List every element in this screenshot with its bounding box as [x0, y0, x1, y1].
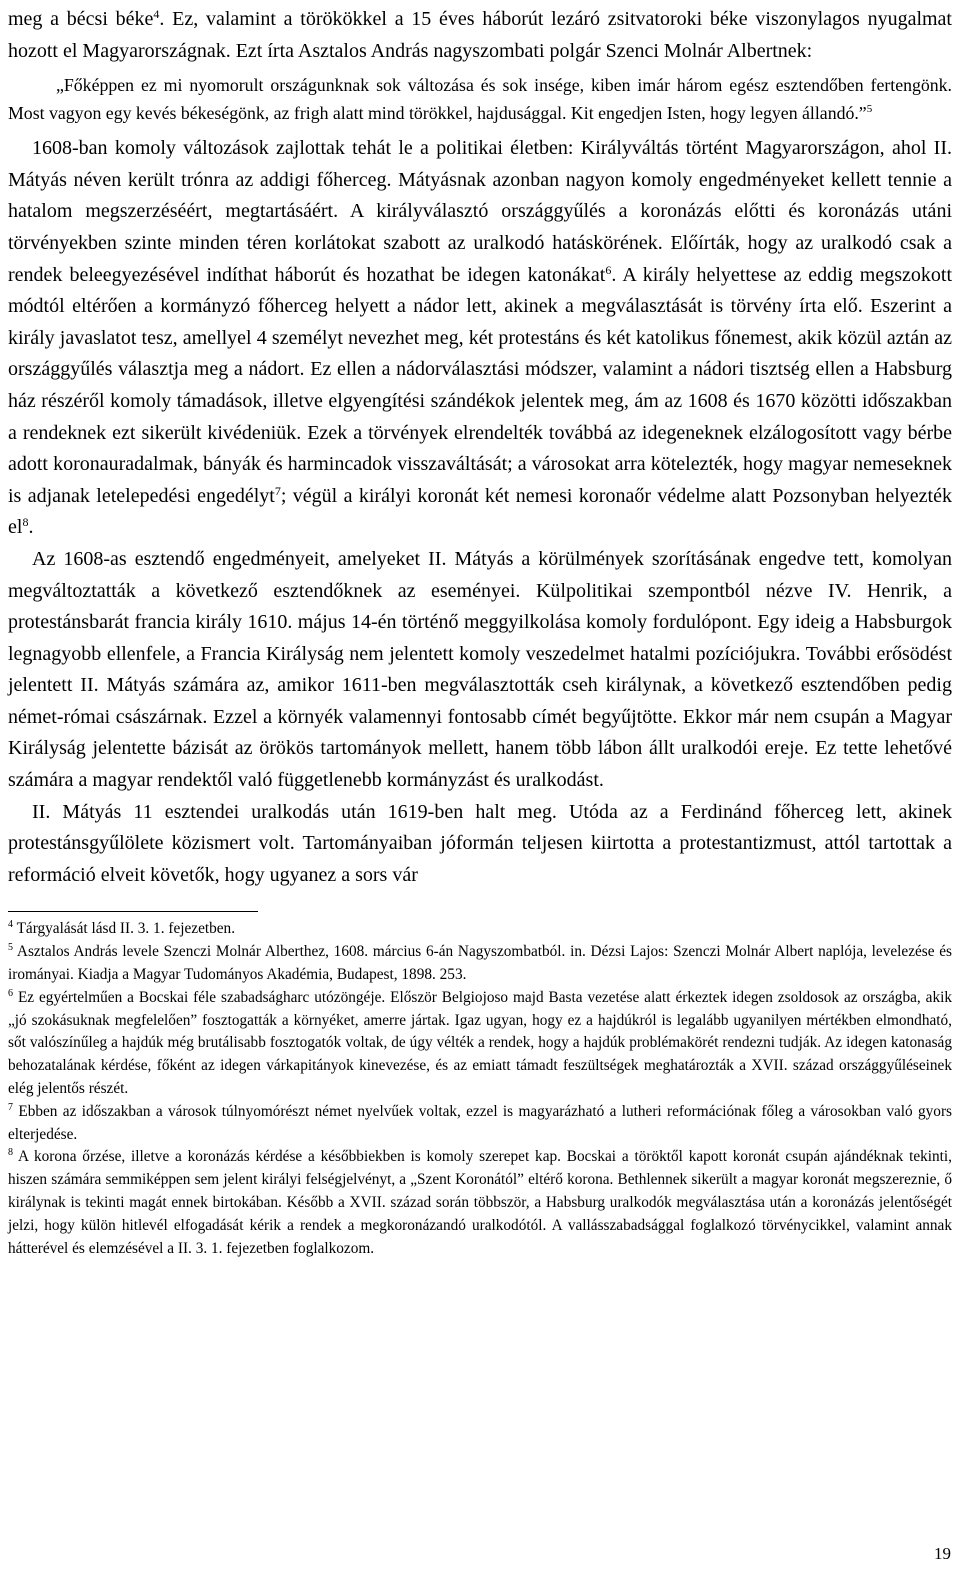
paragraph-matyas-death: II. Mátyás 11 esztendei uralkodás után 1619-ben halt meg. Utóda az a Ferdinánd főherceg lett, akinek protestánsgyűlölete közismert volt. Tartományaiban jóformán teljesen kiirtotta a protestantizmust, attól tartottak a reformáció elveit követők, hogy ugyanez a sors vár [8, 800, 952, 886]
quote-text: „Főképpen ez mi nyomorult országunknak sok változása és sok insége, kiben imár három egész esztendőben fertengönk. Most vagyon egy kevés békeségönk, az frigh alatt mind törökkel, hajdusággal. Kit engedjen Isten, hogy legyen állandó.” [8, 75, 952, 124]
footnote-text: Asztalos András levele Szenczi Molnár Alberthez, 1608. március 6-án Nagyszombatból. in. Dézsi Lajos: Szenczi Molnár Albert naplója, levelezése és irományai. Kiadja a Magyar Tudományos Akadémia, Budapest, 1898. 253. [8, 943, 952, 984]
footnote-7 [8, 1101, 952, 1147]
footnote-number: 7 [8, 1101, 13, 1113]
text-run: 1608-ban komoly változások zajlottak tehát le a politikai életben: Királyváltás történt Magyarországon, ahol II. Mátyás néven került trónra az addigi főherceg. Mátyásnak azonban nagyon komoly engedményeket kellett tennie a hatalom megszerzéséért, megtartásáért. A királyválasztó országgyűlés a koronázás előtti és koronázás utáni törvényekben szinte minden téren korlátokat szabott az uralkodó hatáskörének. Előírták, hogy az uralkodó csak a rendek beleegyezésével indíthat háborút és hozathat be idegen katonákat [8, 137, 952, 286]
text-run: . Ez, valamint a törökökkel a 15 éves háborút lezáró zsitvatoroki béke viszonylagos nyugalmat hozott el Magyarországnak. Ezt írta Asztalos András nagyszombati polgár Szenci Molnár Albertnek: [8, 8, 952, 62]
paragraph-1608 [8, 133, 952, 544]
footnote-number: 6 [8, 987, 13, 999]
footnotes [8, 918, 952, 1260]
footnote-number: 8 [8, 1147, 13, 1159]
paragraph-intro [8, 4, 952, 67]
footnote-6 [8, 987, 952, 1101]
footnote-8 [8, 1146, 952, 1260]
footnote-text: Ez egyértelműen a Bocskai féle szabadságharc utózöngéje. Először Belgiojoso majd Basta vezetése alatt érkeztek idegen zsoldosok az országba, akik „jó szokásuknak megfelelően” fosztogatták a környéket, amerre jártak. Igaz ugyan, hogy ez a hajdúkról is legalább ugyanilyen mértékben elmondható, sőt valószínűleg a hajdúk még brutálisabb fosztogatók voltak, de úgy vélték a rendek, hogy a hajdúk problémakörét rendezni tudják. Az idegen katonaság behozatalának kérdése, főként az idegen várkapitányok kinevezése, és az emiatt támadt feszültségek meghatározták a XVII. század országgyűléseinek elég jelentős részét. [8, 988, 952, 1098]
footnote-ref-7[interactable]: 7 [274, 483, 281, 498]
text-run: . A király helyettese az eddig megszokott módtól eltérően a kormányzó főherceg helyett a nádor lett, akinek a megválasztását is törvény írta elő. Eszerint a király javaslatot tesz, amellyel 4 személyt nevezhet meg, két protestáns és két katolikus főnemest, akik közül aztán az országgyűlés választja meg a nádort. Ez ellen a nádorválasztási módszer, valamint a nádori tisztség ellen a Habsburg ház részéről komoly támadások, illetve elgyengítési szándékok jelentek meg, ám az 1608 és 1670 közötti időszakban a rendeknek ezt sikerült kivédeniük. Ezek a törvények elrendelték továbbá az idegeneknek elzálogosított vagy bérbe adott koronauradalmak, bányák és harmincadok visszaváltását; a városokat arra kötelezték, hogy magyar nemeseknek is adjanak letelepedési engedélyt [8, 263, 952, 507]
footnote-separator [8, 911, 258, 912]
document-page [8, 4, 952, 1260]
text-run: . [28, 516, 34, 539]
text-run: ; végül a királyi koronát két nemesi koronaőr védelme alatt Pozsonyban helyezték el [8, 484, 952, 539]
footnote-number: 4 [8, 919, 13, 931]
footnote-4 [8, 918, 952, 941]
footnote-5 [8, 941, 952, 987]
footnote-ref-8[interactable]: 8 [22, 515, 29, 530]
footnote-ref-4[interactable]: 4 [153, 7, 160, 21]
footnote-text: Tárgyalását lásd II. 3. 1. fejezetben. [16, 920, 236, 938]
paragraph-concessions: Az 1608-as esztendő engedményeit, amelyeket II. Mátyás a körülmények szorításának engedve tett, komolyan megváltoztatták a következő esztendőknek az eseményei. Külpolitikai szempontból nézve IV. Henrik, a protestánsbarát francia király 1610. május 14-én történő meggyilkolása komoly fordulópont. Egy ideig a Habsburgok legnagyobb ellenfele, a Francia Királyság nem jelentett komoly veszedelmet hatalmi pozíciójukra. További erősödést jelentett II. Mátyás számára az, amikor 1611-ben megválasztották cseh királynak, a következő esztendőben pedig német-római császárnak. Ezzel a környék valamennyi fontosabb címét begyűjtötte. Ekkor már nem csupán a Magyar Királyság jelentette bázisát az örökös tartományok mellett, hanem több lábon állt uralkodói ereje. Ez tette lehetővé számára a magyar rendektől való függetlenebb kormányzást és uralkodást. [8, 547, 952, 792]
page-number: 19 [934, 1544, 951, 1563]
footnote-text: A korona őrzése, illetve a koronázás kérdése a későbbiekben is komoly szerepet kap. Bocskai a töröktől kapott koronát csupán ajándéknak tekinti, hiszen számára semmiképpen sem jelent királyi felségjelvényt, a „Szent Koronától” eltérő korona. Bethlennek sikerült a magyar koronát megszereznie, ő királynak is tekinti magát ennek birtokában. Később a XVII. század során többször, a Habsburg uralkodók megválasztása után a koronázás jelentőségét jelzi, hogy külön hitlevél elfogadását kérik a rendek a megkoronázandó uralkodótól. A vallásszabadsággal foglalkozó törvénycikkel, valamint annak hátterével és elemzésével a II. 3. 1. fejezetben foglalkozom. [8, 1148, 952, 1257]
block-quote [8, 71, 952, 127]
footnote-number: 5 [8, 942, 13, 954]
footnote-ref-6[interactable]: 6 [605, 262, 612, 277]
footnote-text: Ebben az időszakban a városok túlnyomórészt német nyelvűek voltak, ezzel is magyarázható a lutheri reformációnak főleg a városokban való gyors elterjedése. [8, 1102, 952, 1143]
footnote-ref-5[interactable]: 5 [866, 103, 873, 116]
text-run: meg a bécsi béke [8, 8, 154, 30]
